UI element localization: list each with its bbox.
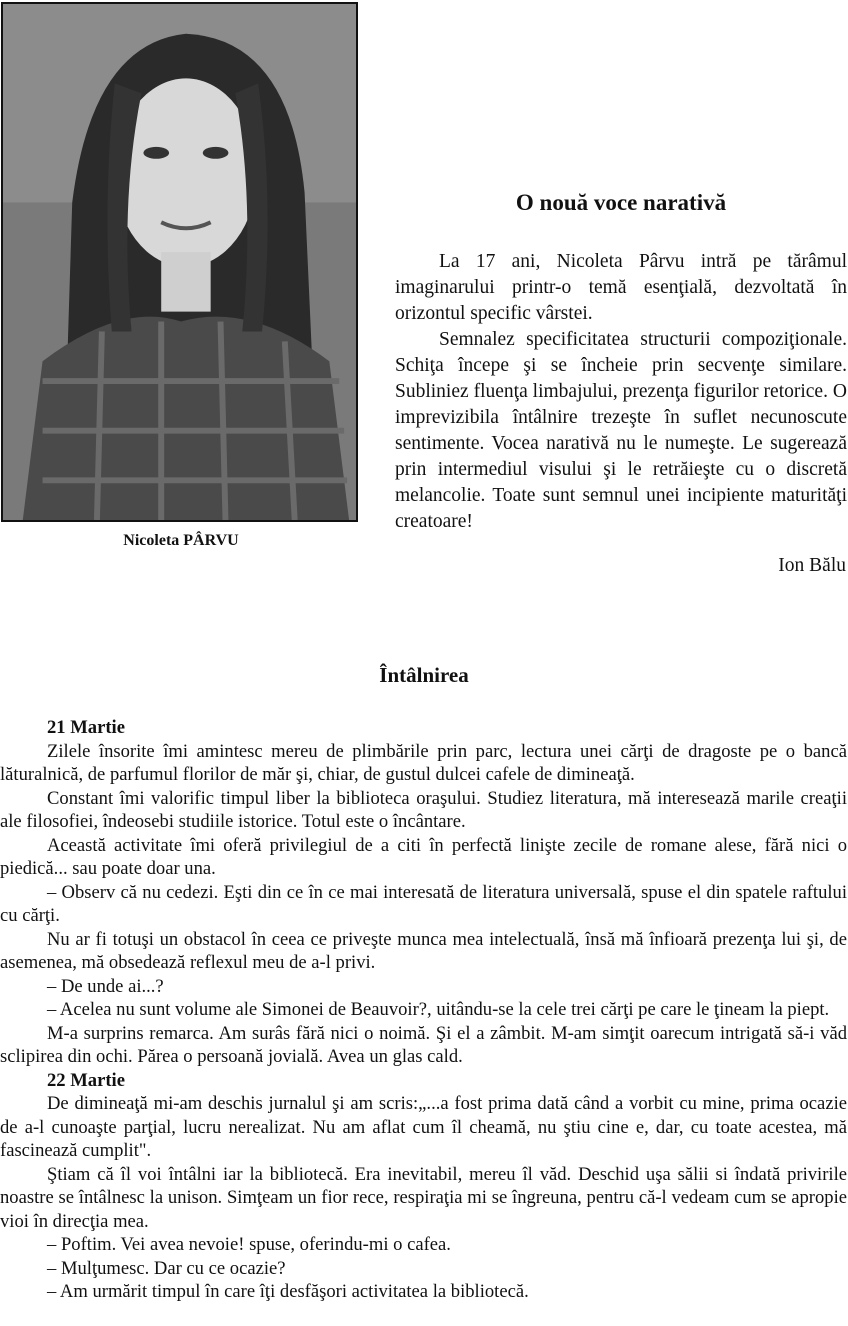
story-paragraph: Constant îmi valorific timpul liber la biblioteca oraşului. Studiez literatura, mă interesează marile creaţii ale filosofiei, îndeosebi studiile istorice. Totul este o încântare. xyxy=(0,787,847,832)
review-body xyxy=(395,249,847,535)
review-paragraph: Semnalez specificitatea structurii compoziţionale. Schiţa începe şi se încheie prin secvenţe similare. Subliniez fluenţa limbajului, prezenţa figurilor retorice. O imprevizibila întâlnire trezeşte în suflet necunoscute sentimente. Vocea narativă nu le numeşte. Le sugerează prin intermediul visului şi le retrăieşte cu o discretă melancolie. Toate sunt semnul unei incipiente maturităţi creatoare! xyxy=(395,329,847,532)
story-paragraph: – Acelea nu sunt volume ale Simonei de Beauvoir?, uitându-se la cele trei cărţi pe care le ţineam la piept. xyxy=(47,999,830,1020)
story-paragraph: – Mulţumesc. Dar cu ce ocazie? xyxy=(47,1257,286,1279)
story-paragraph: Zilele însorite îmi amintesc mereu de plimbările prin parc, lectura unei cărţi de dragoste pe o bancă lăturalnică, de parfumul florilor de măr şi, chiar, de gustul dulcei cafele de dimineaţă. xyxy=(0,740,847,785)
story-paragraph: Ştiam că îl voi întâlni iar la bibliotecă. Era inevitabil, mereu îl văd. Deschid uşa sălii si îndată privirile noastre se întâlnesc la unison. Simţeam un fior rece, respiraţia mi se îngreuna, pentru că-l vedeam cum se apropie vioi în direcţia mea. xyxy=(0,1163,847,1232)
story-paragraph: – De unde ai...? xyxy=(47,975,164,997)
story-paragraph: Nu ar fi totuşi un obstacol în ceea ce priveşte munca mea intelectuală, însă mă înfioară prezenţa lui şi, de asemenea, mă obsedează reflexul meu de a-l privi. xyxy=(0,928,847,973)
portrait-illustration xyxy=(3,4,356,520)
author-portrait-photo xyxy=(1,2,358,522)
review-paragraph: La 17 ani, Nicoleta Pârvu intră pe tărâmul imaginarului printr-o temă esenţială, dezvoltată în orizontul specific vârstei. xyxy=(395,251,847,324)
photo-caption: Nicoleta PÂRVU xyxy=(123,532,239,549)
diary-date: 22 Martie xyxy=(47,1069,125,1091)
story-paragraph: M-a surprins remarca. Am surâs fără nici o noimă. Şi el a zâmbit. M-am simţit oarecum intrigată să-i văd sclipirea din ochi. Părea o persoană jovială. Avea un glas cald. xyxy=(0,1022,847,1067)
story-paragraph: De dimineaţă mi-am deschis jurnalul şi am scris:„...a fost prima dată când a vorbit cu mine, prima ocazie de a-l cunoaşte parţial, lucru nerealizat. Nu am aflat cum îl cheamă, nu ştiu cine e, dar, cu toate acestea, mă fascinează cumplit". xyxy=(0,1093,847,1161)
story-title: Întâlnirea xyxy=(379,663,469,687)
diary-date: 21 Martie xyxy=(47,717,125,738)
story-paragraph: Această activitate îmi oferă privilegiul de a citi în perfectă linişte zecile de romane alese, fără nici o piedică... sau poate doar una. xyxy=(0,834,847,879)
story-paragraph: – Am urmărit timpul în care îţi desfăşori activitatea la bibliotecă. xyxy=(47,1281,529,1302)
review-author: Ion Bălu xyxy=(778,555,846,576)
story-paragraph: – Poftim. Vei avea nevoie! spuse, oferindu-mi o cafea. xyxy=(47,1234,451,1255)
review-title: O nouă voce narativă xyxy=(515,190,727,215)
story-body xyxy=(0,716,847,1304)
story-paragraph: – Observ că nu cedezi. Eşti din ce în ce mai interesată de literatura universală, spuse el din spatele raftului cu cărţi. xyxy=(0,881,847,926)
